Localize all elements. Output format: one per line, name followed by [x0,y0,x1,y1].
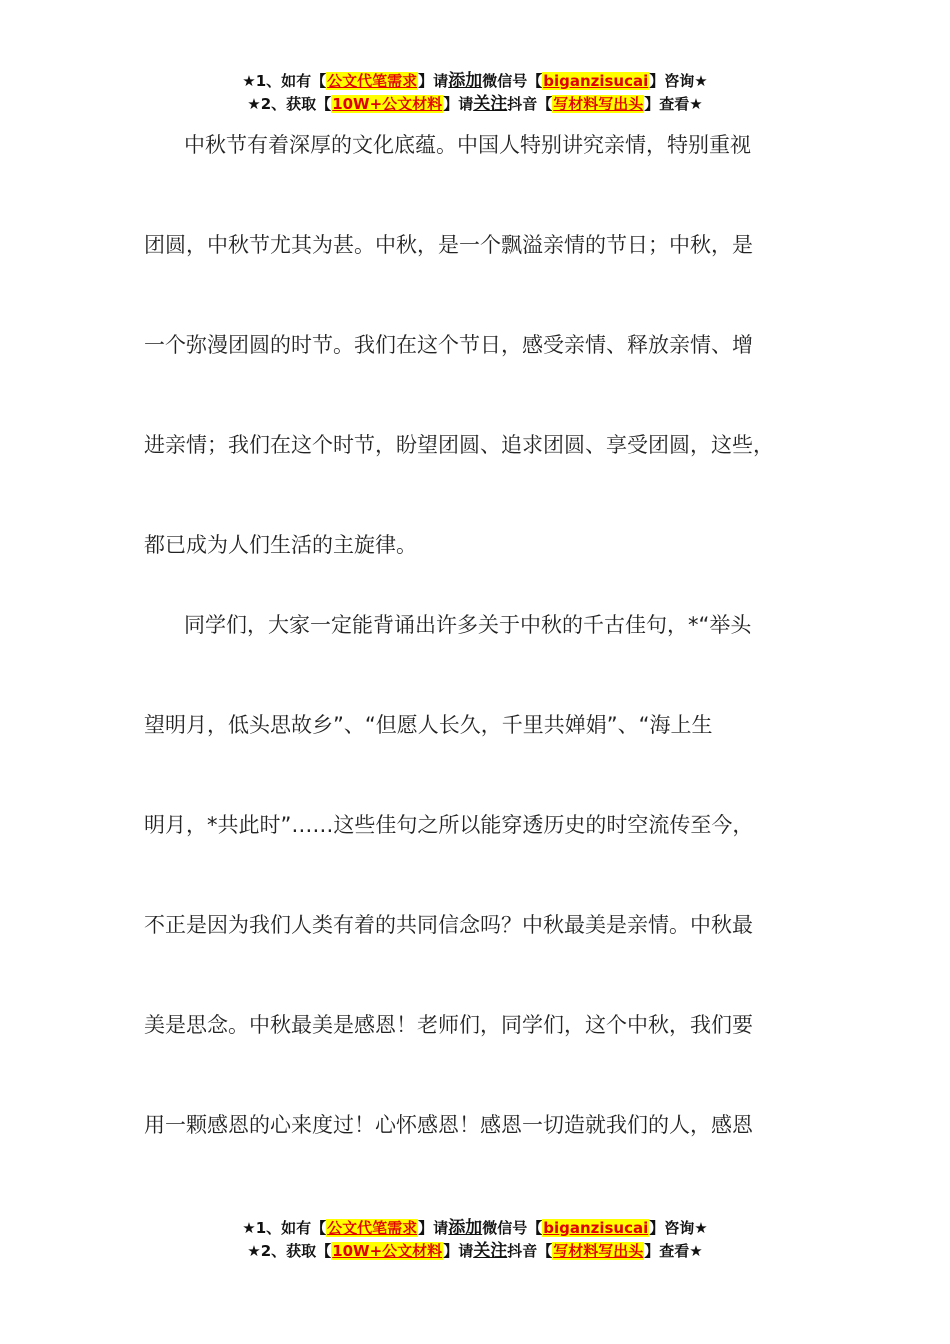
highlight-ghostwriting: 公文代笔需求 [327,1219,418,1237]
text-line: 同学们，大家一定能背诵出许多关于中秋的千古佳句，*“举头 [184,613,752,637]
text-line: 美是思念。中秋最美是感恩！老师们，同学们，这个中秋，我们要 [144,1013,753,1037]
text-line: 明月，*共此时”……这些佳句之所以能穿透历史的时空流传至今， [144,813,754,837]
highlight-wechat-id: biganzisucai [543,72,649,90]
highlight-wechat-id: biganzisucai [543,1219,649,1237]
text-line: 不正是因为我们人类有着的共同信念吗？中秋最美是亲情。中秋最 [144,913,753,937]
text-line: 望明月，低头思故乡”、“但愿人长久，千里共婵娟”、“海上生 [144,713,713,737]
banner-line-2: ★2、获取【10W+公文材料】请关注抖音【写材料写出头】查看★ [247,1241,703,1261]
header-banner [0,70,950,116]
highlight-douyin-account: 写材料写出头 [553,95,644,113]
banner-line-2: ★2、获取【10W+公文材料】请关注抖音【写材料写出头】查看★ [247,94,703,114]
text-line: 进亲情；我们在这个时节，盼望团圆、追求团圆、享受团圆，这些， [144,433,774,457]
banner-line-1: ★1、如有【公文代笔需求】请添加微信号【biganzisucai】咨询★ [242,1218,708,1238]
text-line: 一个弥漫团圆的时节。我们在这个节日，感受亲情、释放亲情、增 [144,333,753,357]
paragraph-1 [144,126,814,606]
footer-banner [0,1217,950,1263]
text-line: 都已成为人们生活的主旋律。 [144,533,417,557]
highlight-materials: 10W+公文材料 [332,95,443,113]
highlight-materials: 10W+公文材料 [332,1242,443,1260]
highlight-douyin-account: 写材料写出头 [553,1242,644,1260]
banner-line-1: ★1、如有【公文代笔需求】请添加微信号【biganzisucai】咨询★ [242,71,708,91]
text-line: 用一颗感恩的心来度过！心怀感恩！感恩一切造就我们的人，感恩 [144,1113,753,1137]
document-body [144,126,814,1146]
highlight-ghostwriting: 公文代笔需求 [327,72,418,90]
text-line: 中秋节有着深厚的文化底蕴。中国人特别讲究亲情，特别重视 [184,133,751,157]
paragraph-2 [144,606,814,1146]
text-line: 团圆，中秋节尤其为甚。中秋，是一个飘溢亲情的节日；中秋，是 [144,233,753,257]
